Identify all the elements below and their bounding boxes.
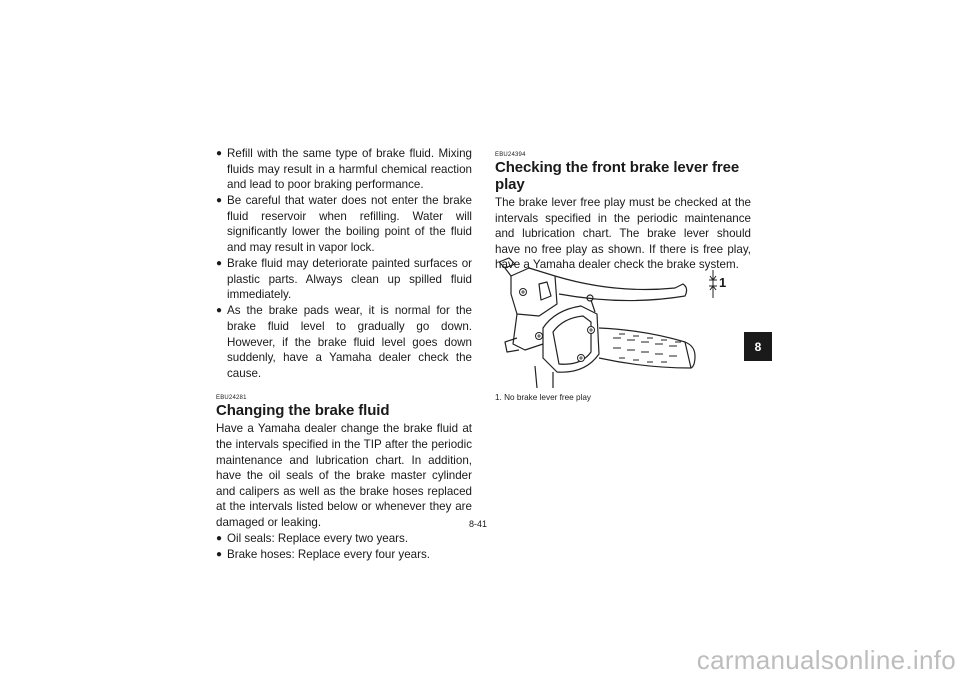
section-body: Have a Yamaha dealer change the brake fluid at the intervals specified in the TIP after the periodic maintenance and lubrication chart. In addition, have the oil seals of the brake master cylinder and calipers as well as the brake hoses replaced at the intervals listed below or whenever they are damaged or leaking. [216,422,472,529]
bullet-text: Brake fluid may deteriorate painted surfaces or plastic parts. Always clean up spilled fluid immediately. [227,257,472,302]
watermark: carmanualsonline.info [696,645,956,675]
brake-lever-illustration [495,254,731,390]
bullet-item [216,146,472,193]
bullet-text: Oil seals: Replace every two years. [227,531,409,545]
bullet-item [216,256,472,303]
bullet-icon: ● [216,258,223,270]
figure-caption: 1. No brake lever free play [495,393,592,402]
bullet-icon: ● [216,148,223,159]
bullet-text: As the brake pads wear, it is normal for the brake fluid level to gradually go down. However, if the brake fluid level goes down suddenly, have a Yamaha dealer check the cause. [227,304,472,380]
bullet-item [216,303,472,381]
bullet-icon: ● [216,195,223,207]
bullet-text: Brake hoses: Replace every four years. [227,547,430,561]
section-code: EBU24394 [495,152,526,158]
section-body: The brake lever free play must be checked at the intervals specified in the periodic maintenance and lubrication chart. The brake lever should have no free play as shown. If there is free play, have a Yamaha dealer check the brake system. [495,196,751,272]
bullet-text: Be careful that water does not enter the brake fluid reservoir when refilling. Water will significantly lower the boiling point of the fluid and may result in vapor lock. [227,194,472,255]
bullet-item [216,531,472,547]
left-column [216,146,472,563]
section-heading: Checking the front brake lever free play [495,159,740,193]
bullet-item [216,193,472,255]
section-heading: Changing the brake fluid [216,402,390,420]
bullet-item [216,547,472,563]
bullet-icon: ● [216,548,223,560]
page-number: 8-41 [469,519,488,529]
chapter-tab: 8 [744,332,772,361]
section-code: EBU24281 [216,395,247,402]
figure-callout: 1 [719,275,727,290]
bullet-icon: ● [216,532,223,544]
bullet-icon: ● [216,305,223,317]
bullet-text: Refill with the same type of brake fluid. Mixing fluids may result in a harmful chemical reaction and lead to poor braking performance. [227,147,472,192]
